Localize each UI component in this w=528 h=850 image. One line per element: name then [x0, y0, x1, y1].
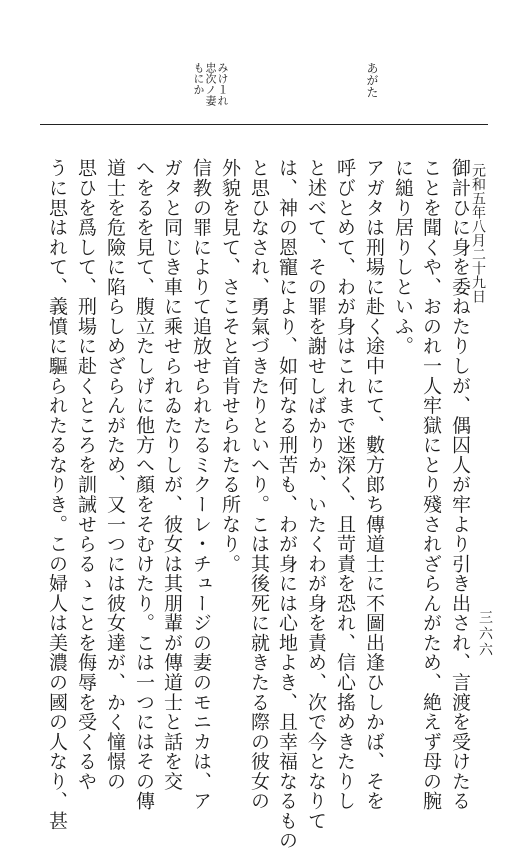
body-column: 御計ひに身を委ねたりしが、偶囚人が牢より引き出され、言渡を受けたる [449, 158, 471, 811]
header-rule [40, 124, 488, 125]
body-column: 思ひを爲して、刑場に赴くところを訓誡せらるゝことを侮辱を受くるや [75, 158, 97, 791]
margin-note-line: もにか [192, 62, 205, 95]
date-line: 元和五年八月二十九日 [470, 163, 486, 303]
body-column: に縋り居りしといふ。 [392, 158, 414, 356]
body-column: へをるを見て、腹立たしげに他方へ顏をそむけたり。こは一つにはその傳 [133, 158, 155, 811]
body-column: と述べて、その罪を謝せしばかりか、いたくわが身を責め、次で今となりて [305, 158, 327, 831]
body-column: は、神の恩寵により、如何なる刑苦も、わが身には心地よき、且幸福なるもの [276, 158, 298, 850]
margin-note-agata: あがた [365, 62, 379, 98]
body-column: ガタと同じき車に乘せられゐたりしが、彼女は其朋輩が傳道士と話を交 [161, 158, 183, 791]
body-column: と思ひなされ、勇氣づきたりといへり。こは其後死に就きたる際の彼女の [248, 158, 270, 811]
body-column: うに思はれて、義憤に驅られたるなりき。この婦人は美濃の國の人なり、甚 [46, 158, 68, 831]
margin-note-line: 忠次ノ妻 [204, 62, 217, 106]
body-column: 呼びとめて、わが身はこれまで迷深く、且苛責を恐れ、信心搖めきたりし [334, 158, 356, 811]
body-column: 道士を危險に陷らしめざらんがため、又一つには彼女達が、かく憧憬の [104, 158, 126, 791]
margin-note-line: みけ１れ [216, 62, 229, 106]
body-column: ことを聞くや、おのれ一人牢獄にとり殘されざらんがため、絶えず母の腕 [420, 158, 442, 811]
page-number: 三六六 [477, 610, 493, 658]
body-column: 信教の罪によりて追放せられたるミクーレ・チュージの妻のモニカは、ア [190, 158, 212, 811]
body-column: 外貌を見て、さこそと首肯せられたる所なり。 [219, 158, 241, 574]
body-column: アガタは刑場に赴く途中にて、數方郎ち傳道士に不圖出逢ひしかば、そを [363, 158, 385, 811]
margin-note-group [176, 62, 228, 122]
